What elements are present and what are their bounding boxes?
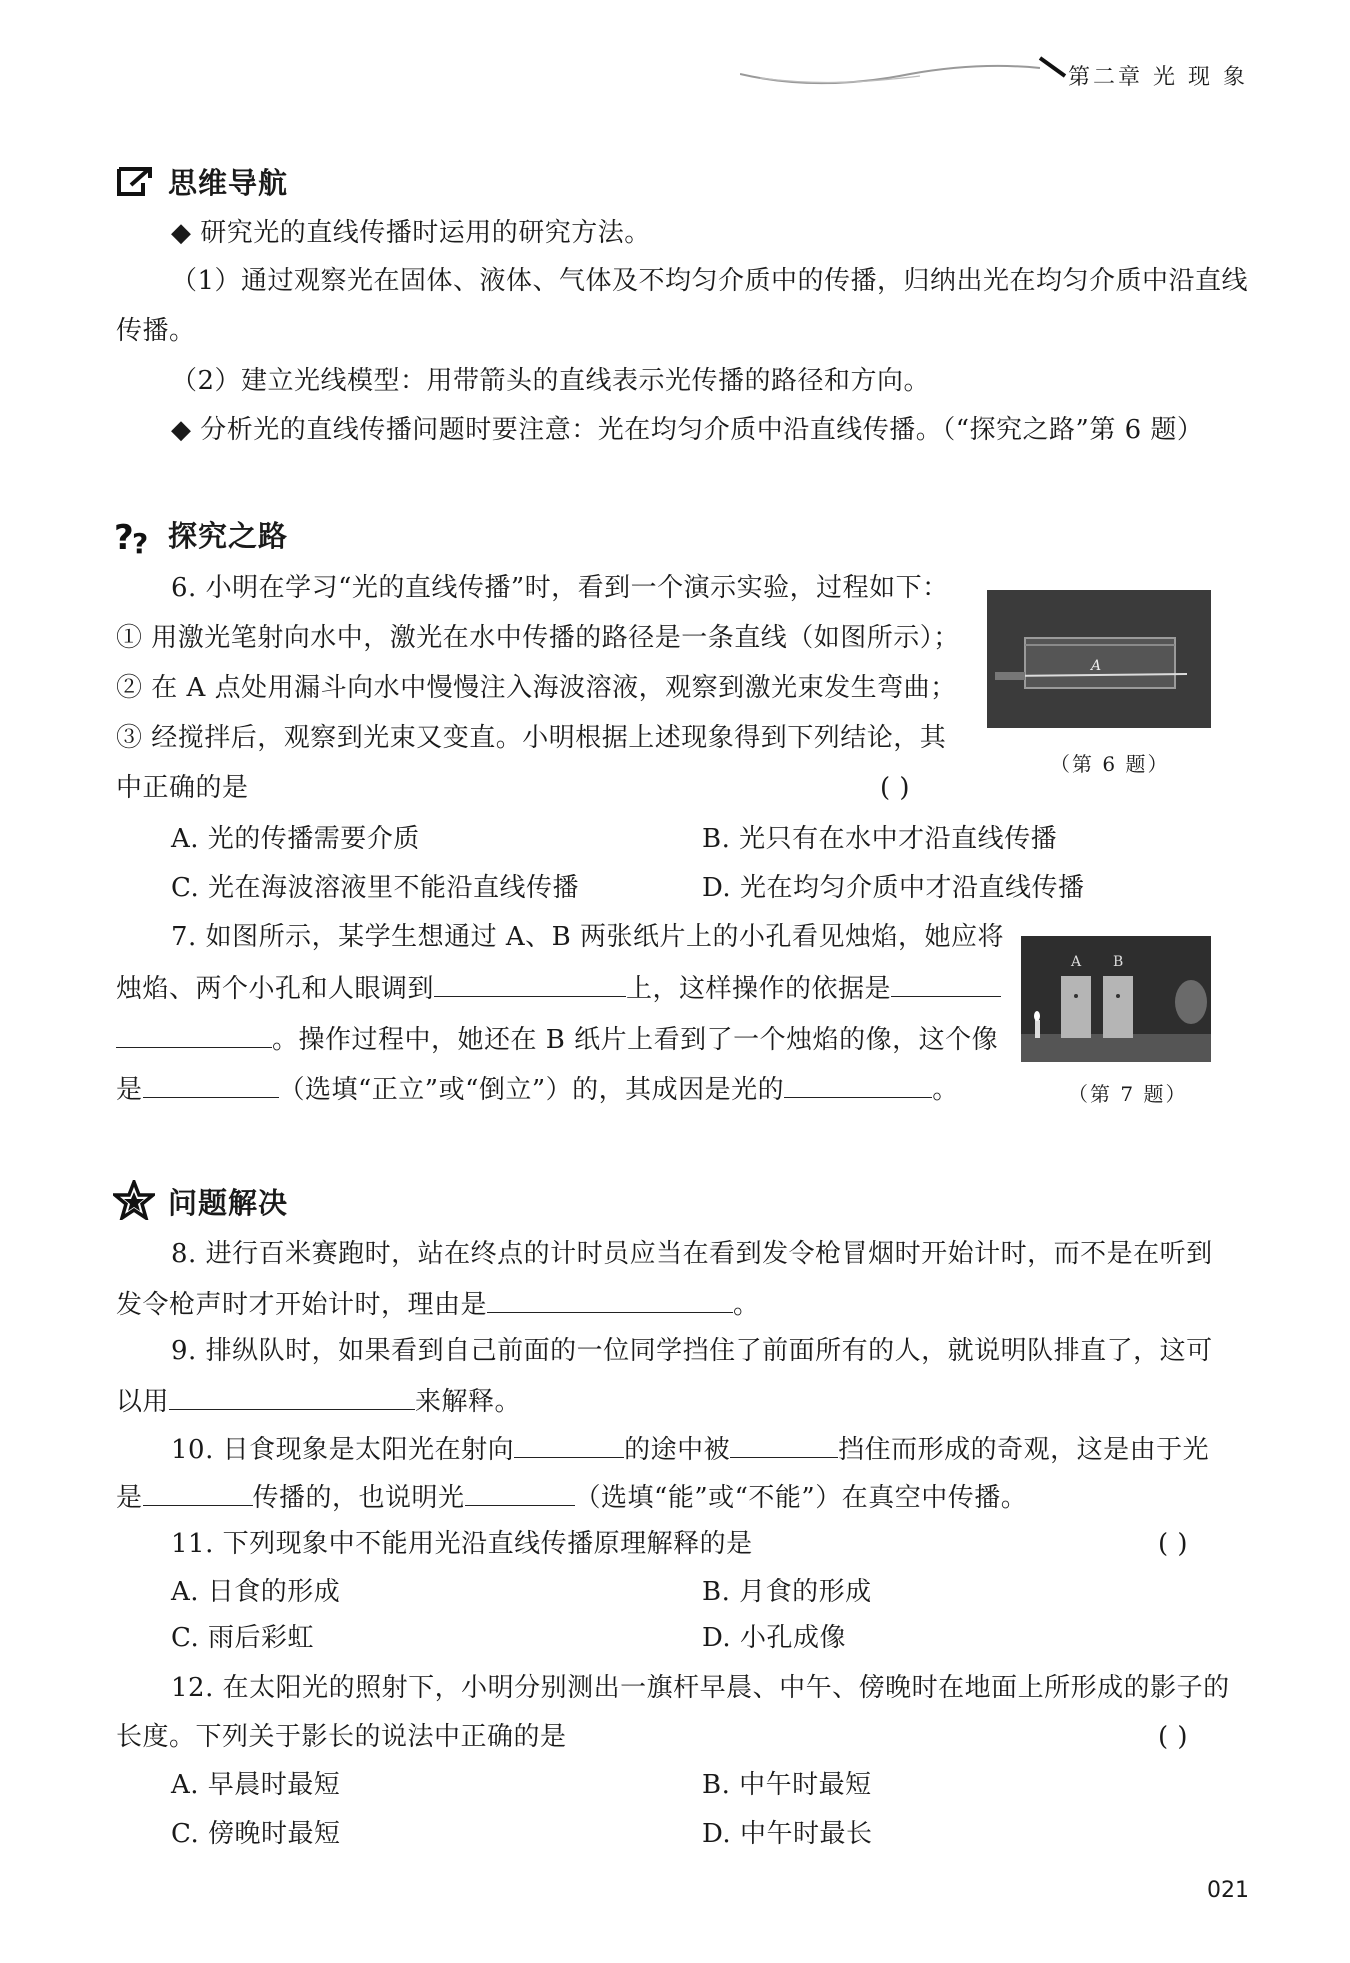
q10-line-1 [171,1431,1209,1467]
q6-laser-photo [987,590,1211,728]
q9-line-2-text-a: 以用 [116,1387,170,1417]
q8-line-2-text-a: 发令枪声时才开始计时，理由是 [116,1290,488,1320]
q7-line-3 [116,1021,998,1057]
q8-line-2-text-b: 。 [733,1290,760,1320]
q6-answer-paren: ( ) [880,773,911,803]
q7-blank-2b[interactable] [116,1021,272,1048]
svg-text:?: ? [132,527,149,557]
section-title-guide: 思维导航 [168,166,289,200]
guide-line-5: ◆ 分析光的直线传播问题时要注意：光在均匀介质中沿直线传播。（“探究之路”第 6 题） [171,415,1204,445]
q10-line-1-text-c: 挡住而形成的奇观，这是由于光 [838,1435,1210,1465]
chapter-header: 第二章 光 现 象 [1068,65,1248,90]
q7-line-2-text-a: 烛焰、两个小孔和人眼调到 [116,974,435,1004]
q8-line-2 [116,1286,760,1322]
svg-text:?: ? [114,518,134,557]
q7-line-3-text: 。操作过程中，她还在 B 纸片上看到了一个烛焰的像，这个像 [272,1025,999,1055]
q12-option-b: B. 中午时最短 [702,1770,872,1800]
q10-blank-2[interactable] [730,1431,838,1458]
header-decoration [740,54,1070,94]
q12-line-2: 长度。下列关于影长的说法中正确的是 [116,1722,567,1752]
q10-line-1-text-b: 的途中被 [624,1435,731,1465]
q7-line-2-text-b: 上，这样操作的依据是 [626,974,892,1004]
q9-line-1: 9. 排纵队时，如果看到自己前面的一位同学挡住了前面所有的人，就说明队排直了，这可 [171,1336,1213,1366]
q10-line-2 [116,1479,1027,1515]
guide-line-3: 传播。 [116,316,196,346]
q10-blank-4[interactable] [465,1479,575,1506]
q9-blank[interactable] [169,1383,415,1410]
q7-blank-3[interactable] [143,1071,279,1098]
q7-line-4-text-a: 是 [116,1075,143,1105]
q8-blank[interactable] [487,1286,733,1313]
guide-line-1: ◆ 研究光的直线传播时运用的研究方法。 [171,218,651,248]
q10-blank-3[interactable] [143,1479,253,1506]
q10-blank-1[interactable] [514,1431,624,1458]
q12-option-c: C. 傍晚时最短 [171,1819,341,1849]
guide-line-4: （2）建立光线模型：用带箭头的直线表示光传播的路径和方向。 [171,366,931,396]
q7-blank-2a[interactable] [891,970,1001,997]
q7-photo-label-b: B [1113,954,1124,970]
q6-line-2: ① 用激光笔射向水中，激光在水中传播的路径是一条直线（如图所示）； [116,623,960,653]
q11-answer-paren: ( ) [1158,1529,1189,1559]
section-title-solve: 问题解决 [168,1186,289,1220]
q7-line-2 [116,970,1001,1006]
q7-line-4-text-c: 。 [932,1075,959,1105]
q12-option-d: D. 中午时最长 [702,1819,873,1849]
q7-candle-photo [1021,936,1211,1062]
q7-line-1: 7. 如图所示，某学生想通过 A、B 两张纸片上的小孔看见烛焰，她应将 [171,922,1004,952]
q8-line-1: 8. 进行百米赛跑时，站在终点的计时员应当在看到发令枪冒烟时开始计时，而不是在听到 [171,1239,1213,1269]
q6-line-1: 6. 小明在学习“光的直线传播”时，看到一个演示实验，过程如下： [171,573,949,603]
q6-line-4: ③ 经搅拌后，观察到光束又变直。小明根据上述现象得到下列结论，其 [116,723,947,753]
q7-blank-1[interactable] [434,970,626,997]
q7-line-4-text-b: （选填“正立”或“倒立”）的，其成因是光的 [278,1075,785,1105]
q12-answer-paren: ( ) [1158,1722,1189,1752]
q6-option-c: C. 光在海波溶液里不能沿直线传播 [171,873,579,903]
q11-stem: 11. 下列现象中不能用光沿直线传播原理解释的是 [171,1529,753,1559]
q11-option-c: C. 雨后彩虹 [171,1623,314,1653]
page-number: 021 [1207,1878,1249,1903]
star-icon [113,1180,155,1220]
question-icon [114,517,158,557]
q10-line-2-text-b: 传播的，也说明光 [252,1483,465,1513]
section-title-explore: 探究之路 [168,519,289,553]
q9-line-2 [116,1383,521,1419]
q6-option-b: B. 光只有在水中才沿直线传播 [702,824,1058,854]
q6-line-3: ② 在 A 点处用漏斗向水中慢慢注入海波溶液，观察到激光束发生弯曲； [116,673,957,703]
q12-line-1: 12. 在太阳光的照射下，小明分别测出一旗杆早晨、中午、傍晚时在地面上所形成的影子的 [171,1673,1230,1703]
q7-blank-4[interactable] [784,1071,932,1098]
q10-line-2-text-a: 是 [116,1483,143,1513]
q10-line-2-text-c: （选填“能”或“不能”）在真空中传播。 [574,1483,1028,1513]
q11-option-b: B. 月食的形成 [702,1577,872,1607]
q7-caption: （第 7 题） [1068,1082,1188,1106]
q6-option-a: A. 光的传播需要介质 [171,824,420,854]
q12-option-a: A. 早晨时最短 [171,1770,341,1800]
edit-icon [115,163,155,199]
q7-photo-label-a: A [1071,954,1082,970]
q6-line-5: 中正确的是 [116,773,249,803]
q11-option-d: D. 小孔成像 [702,1623,846,1653]
q6-option-d: D. 光在均匀介质中才沿直线传播 [702,873,1085,903]
q9-line-2-text-b: 来解释。 [415,1387,522,1417]
q7-line-4 [116,1071,959,1107]
q10-line-1-text-a: 10. 日食现象是太阳光在射向 [171,1435,515,1465]
q6-caption: （第 6 题） [1050,752,1170,776]
q6-photo-label: A [1091,658,1102,674]
q11-option-a: A. 日食的形成 [171,1577,341,1607]
guide-line-2: （1）通过观察光在固体、液体、气体及不均匀介质中的传播，归纳出光在均匀介质中沿直线 [171,266,1249,296]
